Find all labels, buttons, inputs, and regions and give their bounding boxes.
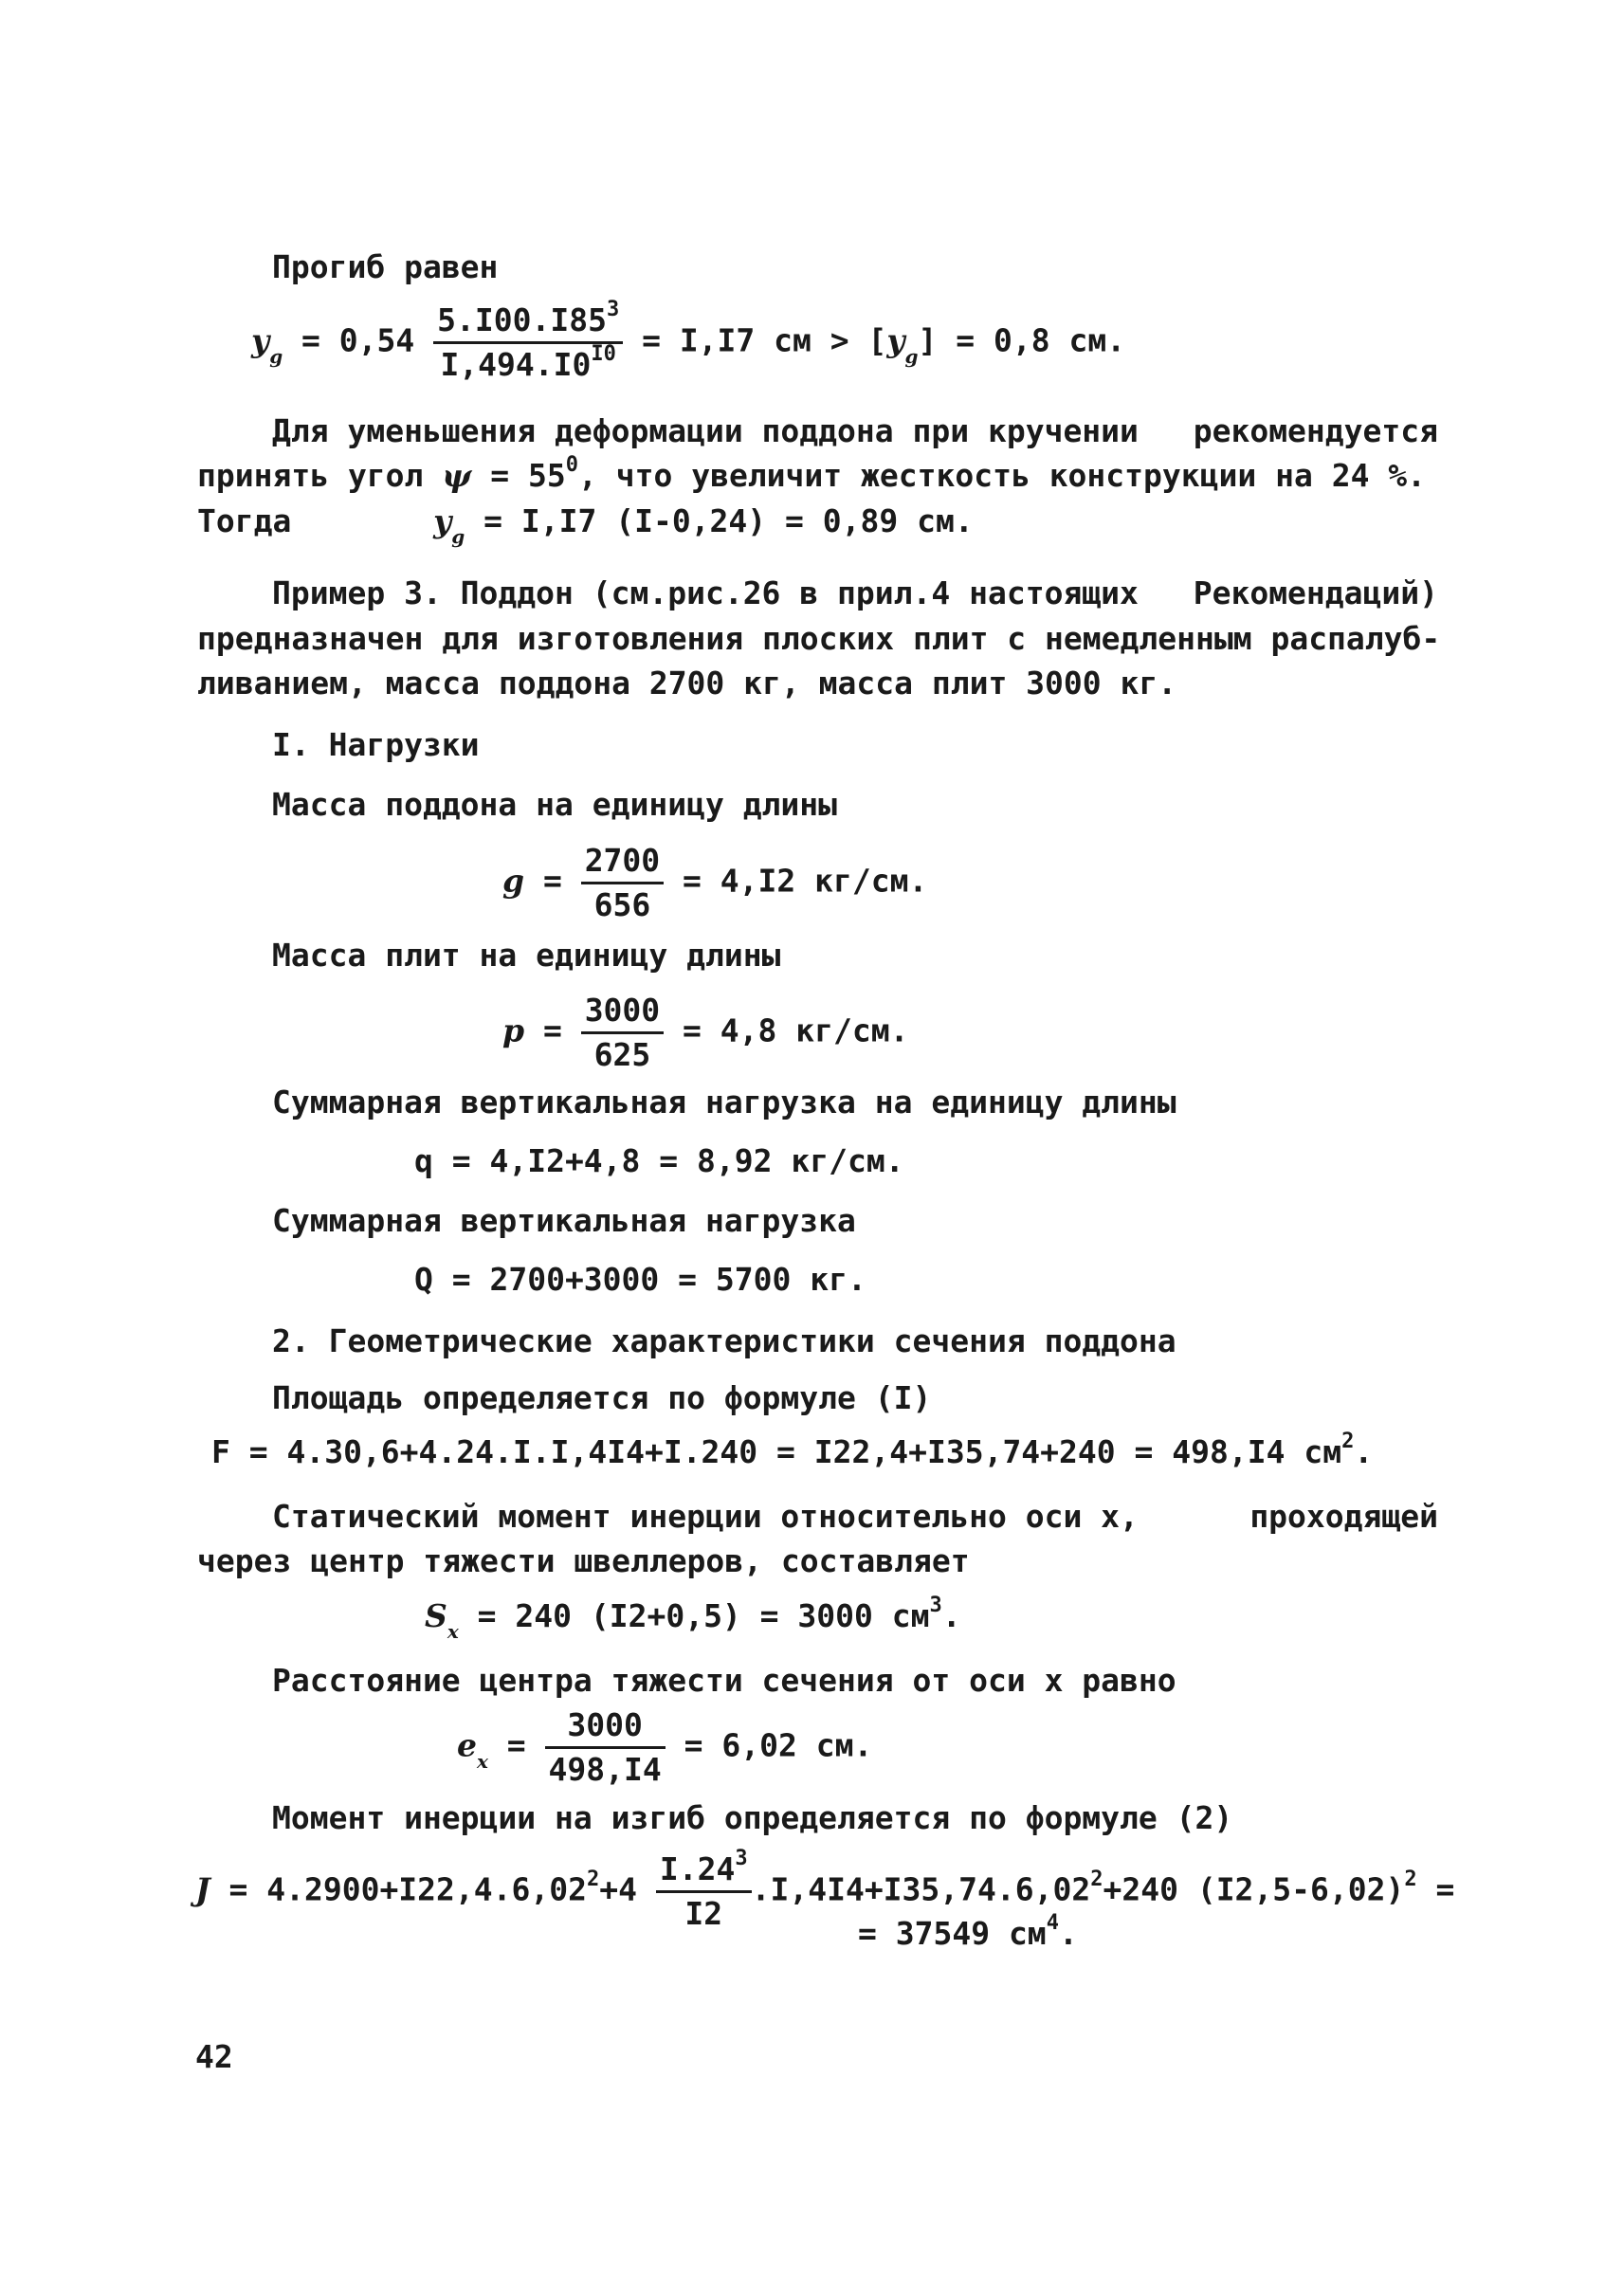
page-number: 42 (195, 2038, 233, 2075)
paragraph-reduce-line1: Для уменьшения деформации поддона при кручении рекомендуется (272, 412, 1438, 449)
mass-plates-label: Масса плит на единицу длины (272, 937, 781, 974)
inertia-intro: Момент инерции на изгиб определяется по формуле (2) (272, 1799, 1233, 1836)
paragraph-reduce-line2: принять угол $\psi = 55^0$, что увеличит жесткость конструкции на 24 %. (197, 453, 1427, 494)
formula-p: p = $\frac{3000}{625}$ = 4,8 кг/см. (502, 992, 909, 1073)
formula-g: g = $\frac{2700}{656}$ = 4,I2 кг/см. (502, 842, 928, 923)
formula-ex: $e_x$ = $\frac{3000}{498,I4}$ = 6,02 см. (457, 1706, 873, 1788)
formula-F: F = 4.30,6+4.24.I.I,4I4+I.240 = I22,4+I35,74+240 = 498,I4 $см^2$. (211, 1430, 1374, 1470)
static-moment-line2: через центр тяжести швеллеров, составляет (197, 1542, 970, 1579)
vertical-load-unit-label: Суммарная вертикальная нагрузка на единицу длины (272, 1084, 1176, 1121)
example-line3: ливанием, масса поддона 2700 кг, масса плит 3000 кг. (197, 665, 1177, 702)
formula-J-result: = 37549 $см^4$. (858, 1911, 1078, 1952)
section-1-heading: I. Нагрузки (272, 726, 480, 763)
distance-intro: Расстояние центра тяжести сечения от оси х равно (272, 1662, 1176, 1699)
formula-Q: Q = 2700+3000 = 5700 кг. (414, 1261, 866, 1298)
example-line1: Пример 3. Поддон (см.рис.26 в прил.4 настоящих Рекомендаций) (272, 574, 1438, 611)
vertical-load-total-label: Суммарная вертикальная нагрузка (272, 1202, 856, 1239)
formula-q: q = 4,I2+4,8 = 8,92 кг/см. (414, 1142, 904, 1179)
static-moment-line1: Статический момент инерции относительно оси х, проходящей (272, 1498, 1438, 1535)
formula-J: $J = 4.2900+I22,4.6,02^2+4$ $\frac{I.24^3}{I2}$ $.I,4I4+I35,74.6,02^2+240$ $(I2,5-6,02)^2$ = (195, 1847, 1455, 1932)
section-2-heading: 2. Геометрические характеристики сечения поддона (272, 1322, 1176, 1359)
example-line2: предназначен для изготовления плоских плит с немедленным распалуб - (197, 620, 1441, 657)
deflection-intro: Прогиб равен (272, 248, 499, 285)
mass-pallet-label: Масса поддона на единицу длины (272, 786, 838, 823)
area-intro: Площадь определяется по формуле (I) (272, 1379, 932, 1416)
formula-Sx: $S_x = 240$ (I2+0,5) = 3000 $см^3$. (425, 1594, 961, 1643)
paragraph-then-line: Тогда $y_g = I,I7$ (I-0,24) = 0,89 см. (197, 502, 974, 548)
formula-deflection: $y_g = 0,54$ $\frac{5.I00.I85^3}{I,494.I0^{I0}}$ = I,I7 см > $[y_g] = 0,8$ см. (251, 298, 1126, 383)
